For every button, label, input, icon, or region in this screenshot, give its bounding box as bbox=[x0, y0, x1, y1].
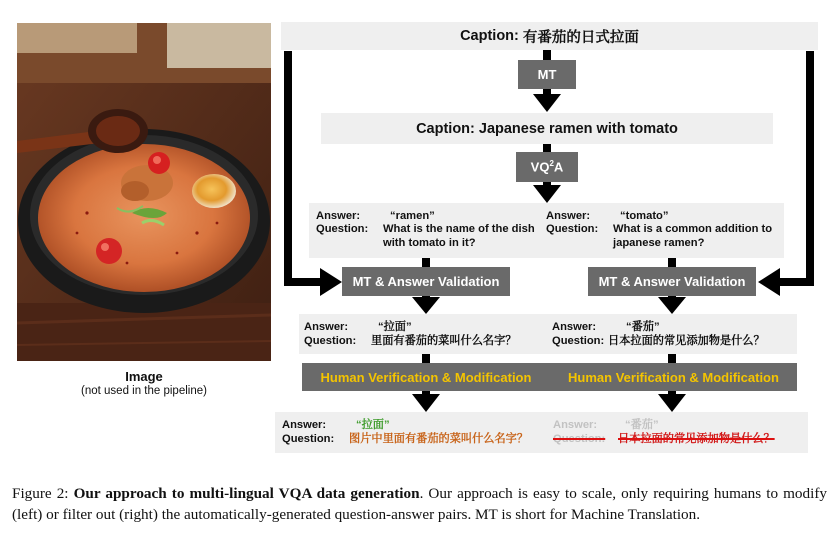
answer-label: Answer: bbox=[552, 321, 597, 333]
human-verification-box-left bbox=[302, 363, 550, 391]
translated-qa-box bbox=[299, 314, 797, 354]
translated-question-left: 里面有番茄的菜叫什么名字？ bbox=[371, 335, 517, 347]
english-question-left-line2: with tomato in it? bbox=[383, 237, 476, 249]
translated-qa-right bbox=[552, 321, 794, 349]
english-qa-left bbox=[316, 210, 546, 252]
english-question-right-line2: japanese ramen? bbox=[613, 237, 705, 249]
final-question-left: 图片中里面有番茄的菜叫什么名字？ bbox=[349, 433, 529, 445]
right-outer-arrowhead bbox=[758, 268, 780, 296]
final-qa-right-rejected bbox=[553, 419, 805, 447]
translated-answer-right: “番茄” bbox=[626, 321, 660, 333]
figure-caption-rest: . Our approach is easy to scale, only requiring humans to modify (left) or filter out (right) the automatically-generated question-answer pairs. MT is short for Machine Translation. bbox=[12, 485, 827, 523]
translated-question-right: 日本拉面的常见添加物是什么？ bbox=[608, 335, 765, 347]
chinese-caption-box bbox=[281, 22, 818, 50]
answer-label: Answer: bbox=[316, 210, 361, 222]
right-outer-line bbox=[806, 51, 814, 284]
validation-box-right bbox=[588, 267, 756, 296]
english-caption-box bbox=[321, 113, 773, 144]
validation-box-left bbox=[342, 267, 510, 296]
right-outer-horizontal bbox=[776, 278, 814, 286]
english-qa-right bbox=[546, 210, 781, 252]
english-answer-left: “ramen” bbox=[390, 210, 435, 222]
image-sublabel: (not used in the pipeline) bbox=[81, 385, 207, 397]
right-validation-arrowhead bbox=[658, 297, 686, 314]
chinese-caption-text: 有番茄的日式拉面 bbox=[522, 29, 639, 46]
validation-label-right: MT & Answer Validation bbox=[598, 274, 746, 289]
answer-label: Answer: bbox=[304, 321, 349, 333]
english-question-left-line1: What is the name of the dish bbox=[383, 223, 535, 235]
validation-label-left: MT & Answer Validation bbox=[352, 274, 500, 289]
right-human-arrowhead bbox=[658, 394, 686, 412]
english-qa-box bbox=[309, 203, 784, 258]
figure-caption-lead: Figure 2: bbox=[12, 485, 74, 502]
left-outer-line bbox=[284, 51, 292, 284]
human-label-left: Human Verification & Modification bbox=[320, 369, 532, 385]
human-label-right: Human Verification & Modification bbox=[568, 369, 779, 385]
mt-box bbox=[518, 60, 576, 89]
answer-label: Answer: bbox=[546, 210, 591, 222]
rejected-answer-label: Answer: bbox=[553, 419, 598, 431]
left-outer-arrowhead bbox=[320, 268, 342, 296]
rejected-question: 日本拉面的常见添加物是什么？ bbox=[618, 433, 775, 445]
vq2a-label: $VQ^2A$ bbox=[530, 159, 564, 175]
question-label: Question: bbox=[546, 223, 599, 235]
translated-qa-left bbox=[304, 321, 544, 349]
answer-label: Answer: bbox=[282, 419, 327, 431]
english-question-right-line1: What is a common addition to bbox=[613, 223, 773, 235]
rejected-question-label: Question: bbox=[553, 433, 606, 445]
question-label: Question: bbox=[552, 335, 605, 347]
question-label: Question: bbox=[304, 335, 357, 347]
question-label: Question: bbox=[316, 223, 369, 235]
rejected-answer: “番茄” bbox=[625, 419, 659, 431]
vq2a-box bbox=[516, 152, 578, 182]
human-verification-box-right bbox=[550, 363, 797, 391]
english-answer-right: “tomato” bbox=[620, 210, 669, 222]
vq2a-down-arrowhead bbox=[533, 185, 561, 203]
english-caption-text: Caption: Japanese ramen with tomato bbox=[416, 120, 678, 137]
final-qa-box bbox=[275, 412, 808, 453]
figure-caption-bold: Our approach to multi-lingual VQA data generation bbox=[73, 485, 420, 502]
chinese-caption-prefix: Caption: bbox=[460, 28, 523, 44]
mt-down-arrowhead bbox=[533, 94, 561, 112]
final-qa-left bbox=[282, 419, 547, 447]
question-label: Question: bbox=[282, 433, 335, 445]
left-outer-horizontal bbox=[284, 278, 324, 286]
left-validation-arrowhead bbox=[412, 297, 440, 314]
figure-caption bbox=[12, 484, 827, 525]
mt-label: MT bbox=[537, 67, 557, 82]
final-answer-left: “拉面” bbox=[356, 419, 390, 431]
left-human-arrowhead bbox=[412, 394, 440, 412]
image-label: Image bbox=[125, 369, 163, 384]
translated-answer-left: “拉面” bbox=[378, 321, 412, 333]
